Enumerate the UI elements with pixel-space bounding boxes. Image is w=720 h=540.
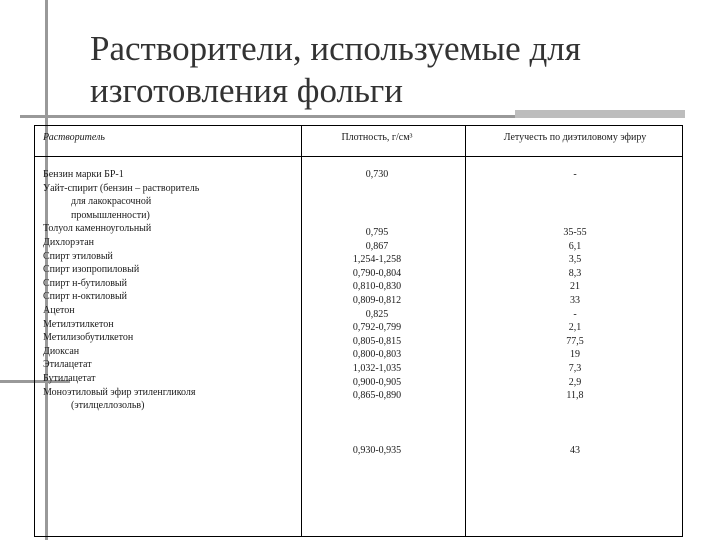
- solvent-name: Бензин марки БР-1: [43, 169, 124, 180]
- solvent-item: [43, 182, 283, 223]
- solvent-name: Уайт-спирит (бензин – растворитель: [43, 182, 200, 194]
- density-value: 0,810-0,830: [352, 281, 402, 293]
- header-divider: [35, 156, 682, 157]
- density-value: 0,825: [365, 308, 389, 320]
- header-density: Плотность, г/см³: [341, 132, 413, 143]
- solvent-item: [43, 358, 283, 372]
- solvent-item: [43, 345, 283, 359]
- title-line-2: изготовления фольги: [90, 71, 404, 110]
- solvent-name: Диоксан: [43, 345, 80, 357]
- solvent-item: [43, 290, 283, 304]
- density-column: [317, 226, 437, 403]
- volatility-value: 21: [570, 281, 580, 293]
- solvent-name: Спирт изопропиловый: [43, 264, 140, 276]
- column-divider: [301, 126, 302, 536]
- volatility-value: 33: [570, 294, 580, 306]
- solvent-name: Бутилацетат: [43, 372, 96, 384]
- density-value: 0,867: [365, 240, 389, 252]
- title-line-1: Растворители, используемые для: [90, 29, 581, 68]
- solvent-item: [43, 168, 283, 182]
- column-divider: [465, 126, 466, 536]
- solvent-item: [43, 318, 283, 332]
- slide-title: [90, 28, 690, 112]
- solvent-list: [43, 168, 283, 413]
- volatility-value: -: [573, 308, 577, 320]
- solvent-name-continuation: для лакокрасочной: [71, 196, 152, 208]
- solvents-table: [34, 125, 683, 537]
- volatility-top: -: [573, 169, 577, 180]
- solvent-item: [43, 222, 283, 236]
- volatility-value: 8,3: [568, 267, 582, 279]
- volatility-value: 35-55: [563, 227, 587, 238]
- density-value: 1,254-1,258: [352, 254, 402, 266]
- volatility-value: 7,3: [568, 362, 582, 374]
- solvent-name: Этилацетат: [43, 359, 92, 371]
- solvent-name: Спирт н-октиловый: [43, 291, 128, 303]
- solvent-name: Моноэтиловый эфир этиленгликоля: [43, 386, 196, 398]
- density-value: 0,809-0,812: [352, 294, 402, 306]
- solvent-item: [43, 250, 283, 264]
- solvent-name: Толуол каменноугольный: [43, 223, 152, 235]
- solvent-name: Метилизобутилкетон: [43, 332, 134, 344]
- volatility-column: [475, 226, 675, 403]
- solvent-name: Дихлорэтан: [43, 236, 94, 248]
- density-value: 0,805-0,815: [352, 335, 402, 347]
- volatility-bottom: 43: [570, 445, 580, 456]
- volatility-value: 2,1: [568, 322, 582, 334]
- volatility-value: 11,8: [566, 390, 584, 402]
- volatility-value: 2,9: [568, 376, 582, 388]
- solvent-item: [43, 372, 283, 386]
- header-volatility: Летучесть по диэтиловому эфиру: [503, 132, 647, 143]
- solvent-name: Ацетон: [43, 304, 75, 316]
- density-value: 0,865-0,890: [352, 390, 402, 402]
- solvent-item: [43, 236, 283, 250]
- solvent-item: [43, 263, 283, 277]
- solvent-name-continuation: (этилцеллозольв): [71, 400, 145, 412]
- volatility-value: 3,5: [568, 254, 582, 266]
- density-value: 0,790-0,804: [352, 267, 402, 279]
- solvent-name-continuation: промышленности): [71, 209, 150, 221]
- solvent-item: [43, 331, 283, 345]
- density-value: 0,795: [365, 227, 389, 238]
- density-top: 0,730: [365, 169, 389, 180]
- density-value: 1,032-1,035: [352, 362, 402, 374]
- solvent-item: [43, 304, 283, 318]
- volatility-value: 6,1: [568, 240, 582, 252]
- density-value: 0,792-0,799: [352, 322, 402, 334]
- header-solvent: Растворитель: [43, 132, 105, 143]
- volatility-value: 77,5: [566, 335, 584, 347]
- volatility-value: 19: [570, 349, 580, 361]
- density-value: 0,800-0,803: [352, 349, 402, 361]
- solvent-name: Спирт этиловый: [43, 250, 113, 262]
- density-bottom: 0,930-0,935: [352, 445, 402, 456]
- solvent-name: Спирт н-бутиловый: [43, 277, 128, 289]
- density-value: 0,900-0,905: [352, 376, 402, 388]
- solvent-name: Метилэтилкетон: [43, 318, 114, 330]
- solvent-item: [43, 386, 283, 413]
- solvent-item: [43, 277, 283, 291]
